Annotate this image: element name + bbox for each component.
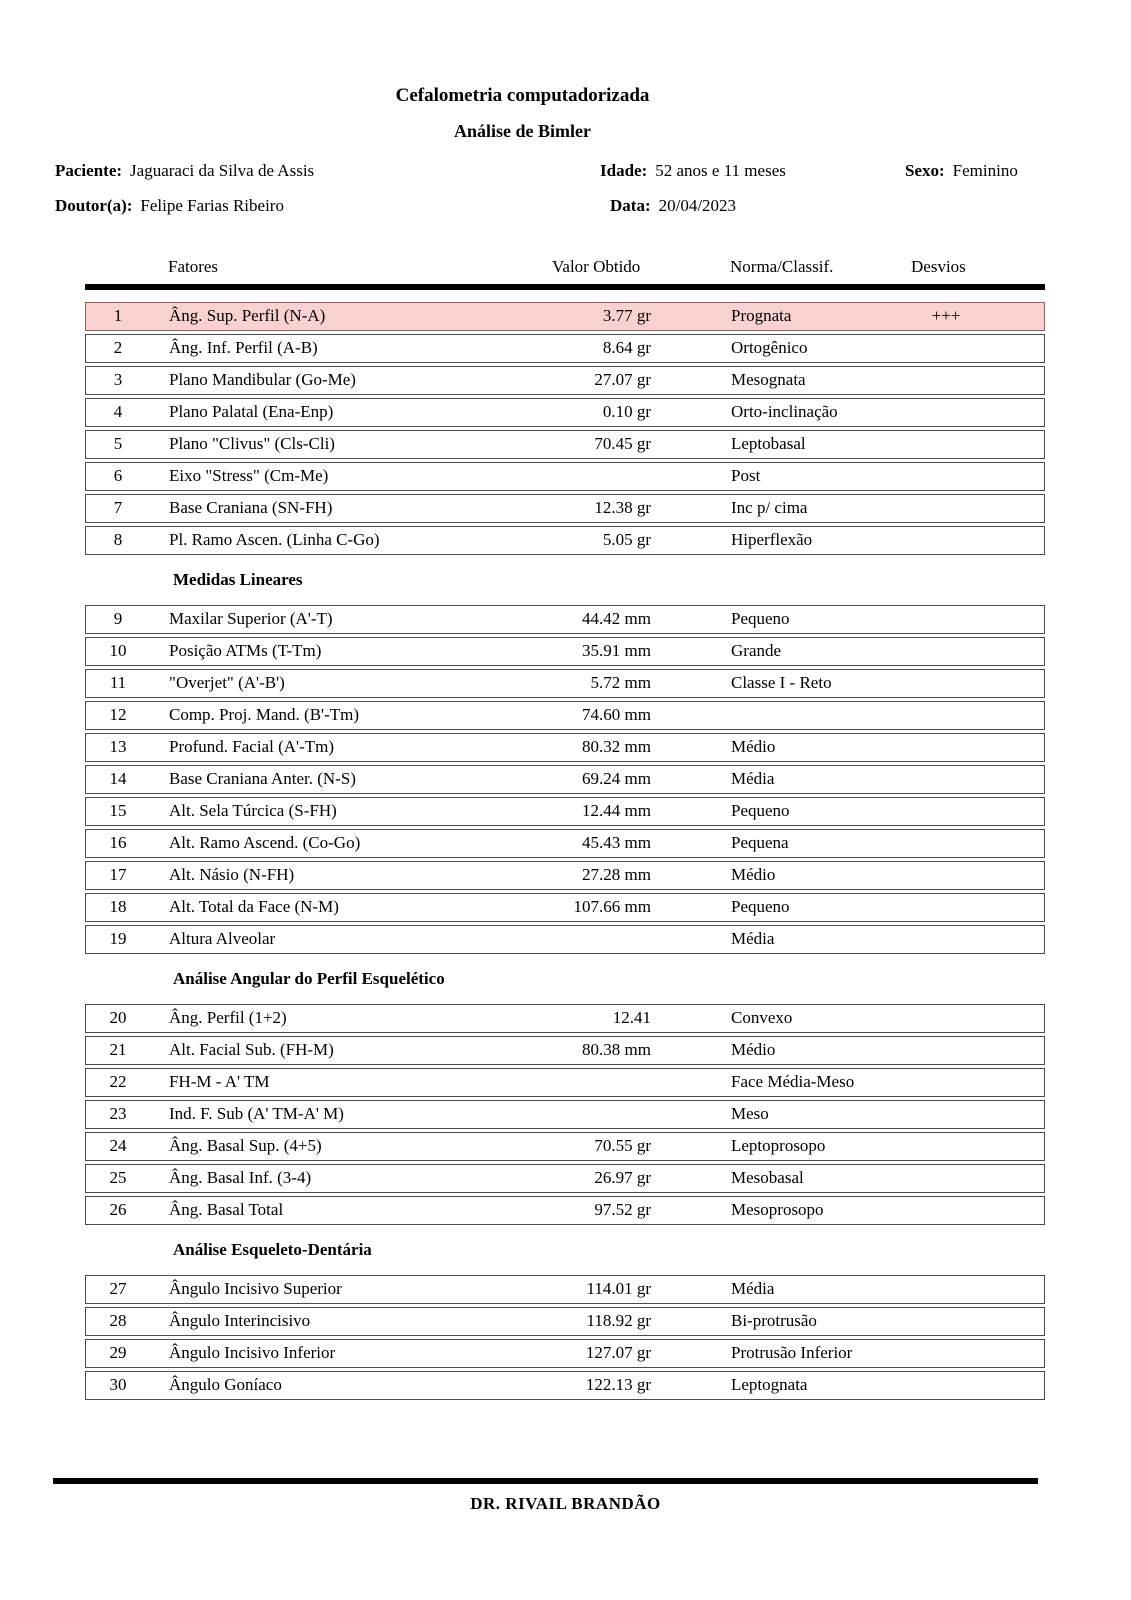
value-obtained: 35.91 mm — [582, 641, 651, 660]
table-row — [85, 765, 1045, 794]
value-obtained: 12.44 mm — [582, 801, 651, 820]
value-obtained: 26.97 gr — [594, 1168, 651, 1187]
norm-classification: Leptoprosopo — [731, 1136, 826, 1155]
value-obtained: 12.41 — [612, 1008, 651, 1027]
value-obtained: 80.38 mm — [582, 1040, 651, 1059]
value-obtained: 5.05 gr — [602, 530, 651, 549]
table-row — [85, 1004, 1045, 1033]
table-row — [85, 893, 1045, 922]
row-number: 30 — [109, 1375, 127, 1394]
value-obtained: 118.92 gr — [586, 1311, 651, 1330]
table-row — [85, 1196, 1045, 1225]
value-obtained: 3.77 gr — [602, 306, 651, 325]
norm-classification: Convexo — [731, 1008, 793, 1027]
row-number: 23 — [109, 1104, 127, 1123]
norm-classification: Mesobasal — [731, 1168, 804, 1187]
norm-classification: Mesognata — [731, 370, 806, 389]
value-obtained: 27.07 gr — [594, 370, 651, 389]
table-row — [85, 494, 1045, 523]
column-header-value: Valor Obtido — [552, 257, 641, 276]
factor-name: FH-M - A' TM — [169, 1072, 270, 1091]
document-subtitle: Análise de Bimler — [454, 121, 591, 141]
factor-name: Comp. Proj. Mand. (B'-Tm) — [169, 705, 360, 724]
value-obtained: 45.43 mm — [582, 833, 651, 852]
norm-classification: Prognata — [731, 306, 792, 325]
row-number: 6 — [113, 466, 123, 485]
factor-name: Eixo "Stress" (Cm-Me) — [169, 466, 329, 485]
footer-doctor-name: DR. RIVAIL BRANDÃO — [470, 1494, 661, 1513]
norm-classification: Inc p/ cima — [731, 498, 808, 517]
table-row — [85, 1307, 1045, 1336]
factor-name: Plano Mandibular (Go-Me) — [169, 370, 356, 389]
factor-name: Altura Alveolar — [169, 929, 276, 948]
row-number: 18 — [109, 897, 127, 916]
row-number: 28 — [109, 1311, 127, 1330]
sex-value: Feminino — [952, 161, 1018, 180]
deviations-value: +++ — [931, 306, 961, 325]
table-row — [85, 334, 1045, 363]
patient-value: Jaguaraci da Silva de Assis — [130, 161, 315, 180]
row-number: 9 — [113, 609, 123, 628]
deviations-value — [886, 638, 1046, 665]
table-row — [85, 1339, 1045, 1368]
patient-label: Paciente: — [55, 161, 123, 180]
row-number: 5 — [113, 434, 123, 453]
sex-label: Sexo: — [905, 161, 945, 180]
table-row — [85, 829, 1045, 858]
factor-name: Posição ATMs (T-Tm) — [169, 641, 322, 660]
value-obtained: 97.52 gr — [594, 1200, 651, 1219]
value-obtained: 74.60 mm — [582, 705, 651, 724]
deviations-value — [886, 399, 1046, 426]
row-number: 7 — [113, 498, 123, 517]
row-number: 21 — [109, 1040, 127, 1059]
analysis-table — [85, 302, 1045, 1403]
deviations-value — [886, 1037, 1046, 1064]
norm-classification: Média — [731, 929, 775, 948]
value-obtained: 70.45 gr — [594, 434, 651, 453]
deviations-value — [886, 431, 1046, 458]
factor-name: Alt. Sela Túrcica (S-FH) — [169, 801, 337, 820]
date-label: Data: — [610, 196, 651, 215]
factor-name: Alt. Total da Face (N-M) — [169, 897, 339, 916]
table-row — [85, 1275, 1045, 1304]
age-value: 52 anos e 11 meses — [655, 161, 786, 180]
deviations-value — [886, 1276, 1046, 1303]
value-obtained: 27.28 mm — [582, 865, 651, 884]
value-obtained — [480, 1101, 655, 1128]
value-obtained: 8.64 gr — [602, 338, 651, 357]
factor-name: Âng. Basal Inf. (3-4) — [169, 1168, 312, 1187]
factor-name: Plano "Clivus" (Cls-Cli) — [169, 434, 335, 453]
value-obtained — [480, 463, 655, 490]
norm-classification: Pequena — [731, 833, 789, 852]
norm-classification: Médio — [731, 1040, 776, 1059]
table-row — [85, 669, 1045, 698]
doctor-value: Felipe Farias Ribeiro — [140, 196, 284, 215]
table-row — [85, 1100, 1045, 1129]
table-row — [85, 302, 1045, 331]
table-row — [85, 430, 1045, 459]
row-number: 22 — [109, 1072, 127, 1091]
date-field — [610, 196, 736, 216]
row-number: 11 — [109, 673, 127, 692]
factor-name: Ângulo Incisivo Superior — [169, 1279, 342, 1298]
value-obtained: 12.38 gr — [594, 498, 651, 517]
factor-name: "Overjet" (A'-B') — [169, 673, 285, 692]
factor-name: Base Craniana (SN-FH) — [169, 498, 333, 517]
value-obtained: 70.55 gr — [594, 1136, 651, 1155]
row-number: 27 — [109, 1279, 127, 1298]
row-number: 26 — [109, 1200, 127, 1219]
doctor-field — [55, 196, 284, 216]
row-number: 29 — [109, 1343, 127, 1362]
norm-classification: Ortogênico — [731, 338, 808, 357]
table-row — [85, 637, 1045, 666]
factor-name: Âng. Perfil (1+2) — [169, 1008, 287, 1027]
deviations-value — [886, 830, 1046, 857]
norm-classification: Bi-protrusão — [731, 1311, 817, 1330]
norm-classification: Média — [731, 769, 775, 788]
age-field — [600, 161, 786, 181]
deviations-value — [886, 606, 1046, 633]
deviations-value — [886, 1069, 1046, 1096]
norm-classification: Pequeno — [731, 801, 790, 820]
table-row — [85, 462, 1045, 491]
factor-name: Âng. Basal Total — [169, 1200, 284, 1219]
patient-field — [55, 161, 314, 181]
document-title: Cefalometria computadorizada — [395, 85, 650, 106]
norm-classification: Post — [731, 466, 761, 485]
row-number: 25 — [109, 1168, 127, 1187]
deviations-value — [886, 335, 1046, 362]
deviations-value — [886, 1308, 1046, 1335]
table-row — [85, 733, 1045, 762]
section-title-medidas-lineares: Medidas Lineares — [173, 570, 303, 589]
value-obtained: 69.24 mm — [582, 769, 651, 788]
table-row — [85, 797, 1045, 826]
factor-name: Ângulo Incisivo Inferior — [169, 1343, 336, 1362]
deviations-value — [886, 670, 1046, 697]
norm-classification: Médio — [731, 865, 776, 884]
norm-classification: Mesoprosopo — [731, 1200, 824, 1219]
factor-name: Plano Palatal (Ena-Enp) — [169, 402, 334, 421]
norm-classification — [655, 702, 886, 729]
section-title-analise-esqueleto-dentaria: Análise Esqueleto-Dentária — [173, 1240, 372, 1259]
row-number: 3 — [113, 370, 123, 389]
value-obtained: 107.66 mm — [573, 897, 651, 916]
table-row — [85, 526, 1045, 555]
table-row — [85, 398, 1045, 427]
deviations-value — [886, 702, 1046, 729]
norm-classification: Leptognata — [731, 1375, 808, 1394]
table-row — [85, 861, 1045, 890]
section-title-analise-angular: Análise Angular do Perfil Esquelético — [173, 969, 445, 988]
table-row — [85, 1371, 1045, 1400]
factor-name: Ângulo Goníaco — [169, 1375, 282, 1394]
factor-name: Âng. Inf. Perfil (A-B) — [169, 338, 318, 357]
deviations-value — [886, 463, 1046, 490]
row-number: 19 — [109, 929, 127, 948]
factor-name: Maxilar Superior (A'-T) — [169, 609, 333, 628]
factor-name: Alt. Násio (N-FH) — [169, 865, 295, 884]
factor-name: Pl. Ramo Ascen. (Linha C-Go) — [169, 530, 380, 549]
footer-divider-bar — [53, 1478, 1038, 1484]
deviations-value — [886, 894, 1046, 921]
doctor-label: Doutor(a): — [55, 196, 133, 215]
row-number: 16 — [109, 833, 127, 852]
table-row — [85, 1164, 1045, 1193]
deviations-value — [886, 1133, 1046, 1160]
row-number: 24 — [109, 1136, 127, 1155]
table-row — [85, 366, 1045, 395]
value-obtained: 80.32 mm — [582, 737, 651, 756]
column-header-factors: Fatores — [168, 257, 219, 276]
age-label: Idade: — [600, 161, 648, 180]
row-number: 17 — [109, 865, 127, 884]
value-obtained — [480, 1069, 655, 1096]
table-row — [85, 701, 1045, 730]
row-number: 4 — [113, 402, 123, 421]
norm-classification: Grande — [731, 641, 782, 660]
value-obtained: 114.01 gr — [586, 1279, 651, 1298]
table-row — [85, 605, 1045, 634]
deviations-value — [886, 1372, 1046, 1399]
factor-name: Ind. F. Sub (A' TM-A' M) — [169, 1104, 344, 1123]
factor-name: Âng. Sup. Perfil (N-A) — [169, 306, 326, 325]
norm-classification: Classe I - Reto — [731, 673, 832, 692]
deviations-value — [886, 1197, 1046, 1224]
table-row — [85, 1036, 1045, 1065]
factor-name: Ângulo Interincisivo — [169, 1311, 311, 1330]
row-number: 8 — [113, 530, 123, 549]
row-number: 20 — [109, 1008, 127, 1027]
row-number: 14 — [109, 769, 127, 788]
norm-classification: Protrusão Inferior — [731, 1343, 853, 1362]
factor-name: Alt. Facial Sub. (FH-M) — [169, 1040, 334, 1059]
norm-classification: Orto-inclinação — [731, 402, 838, 421]
column-header-deviations: Desvios — [911, 257, 966, 276]
deviations-value — [886, 495, 1046, 522]
deviations-value — [886, 766, 1046, 793]
deviations-value — [886, 1340, 1046, 1367]
row-number: 1 — [113, 306, 123, 325]
value-obtained: 44.42 mm — [582, 609, 651, 628]
norm-classification: Média — [731, 1279, 775, 1298]
deviations-value — [886, 367, 1046, 394]
norm-classification: Médio — [731, 737, 776, 756]
row-number: 2 — [113, 338, 123, 357]
value-obtained: 0.10 gr — [602, 402, 651, 421]
norm-classification: Hiperflexão — [731, 530, 813, 549]
value-obtained: 127.07 gr — [585, 1343, 651, 1362]
date-value: 20/04/2023 — [658, 196, 737, 215]
column-header-norm: Norma/Classif. — [730, 257, 834, 276]
row-number: 13 — [109, 737, 127, 756]
factor-name: Âng. Basal Sup. (4+5) — [169, 1136, 322, 1155]
factor-name: Alt. Ramo Ascend. (Co-Go) — [169, 833, 361, 852]
table-row — [85, 1132, 1045, 1161]
deviations-value — [886, 1101, 1046, 1128]
deviations-value — [886, 1005, 1046, 1032]
norm-classification: Pequeno — [731, 609, 790, 628]
deviations-value — [886, 798, 1046, 825]
deviations-value — [886, 926, 1046, 953]
factor-name: Base Craniana Anter. (N-S) — [169, 769, 356, 788]
table-row — [85, 1068, 1045, 1097]
table-row — [85, 925, 1045, 954]
norm-classification: Face Média-Meso — [731, 1072, 855, 1091]
row-number: 10 — [109, 641, 127, 660]
row-number: 15 — [109, 801, 127, 820]
deviations-value — [886, 1165, 1046, 1192]
sex-field — [905, 161, 1018, 181]
norm-classification: Pequeno — [731, 897, 790, 916]
norm-classification: Meso — [731, 1104, 769, 1123]
deviations-value — [886, 734, 1046, 761]
value-obtained: 5.72 mm — [590, 673, 651, 692]
row-number: 12 — [109, 705, 127, 724]
factor-name: Profund. Facial (A'-Tm) — [169, 737, 334, 756]
value-obtained: 122.13 gr — [585, 1375, 651, 1394]
value-obtained — [480, 926, 655, 953]
deviations-value — [886, 527, 1046, 554]
deviations-value — [886, 862, 1046, 889]
norm-classification: Leptobasal — [731, 434, 806, 453]
header-divider-bar — [85, 284, 1045, 290]
